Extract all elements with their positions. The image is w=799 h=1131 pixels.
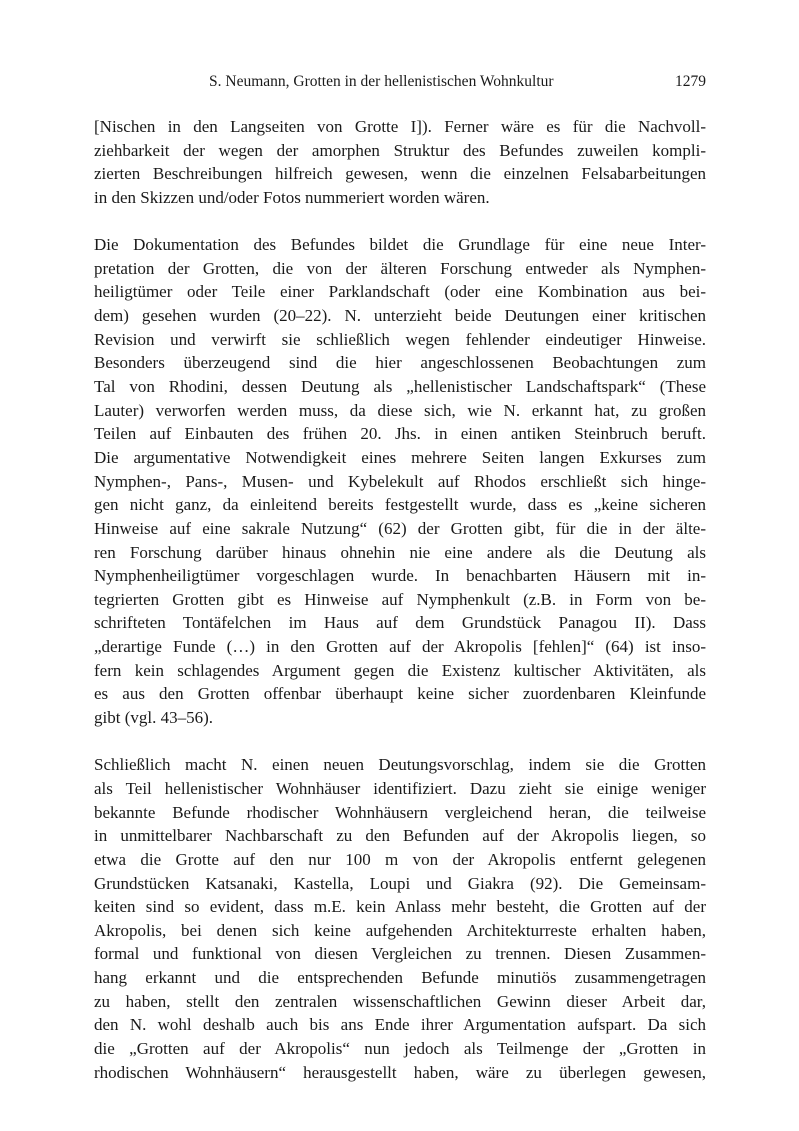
text-line: Nymphen-, Pans-, Musen- und Kybelekult auf Rhodos erschließt sich hinge- — [94, 471, 706, 491]
text-line: dem) gesehen wurden (20–22). N. unterzieht beide Deutungen einer kritischen — [94, 306, 706, 326]
paragraph-2 — [94, 233, 706, 729]
text-line: Lauter) verworfen werden muss, da diese sich, wie N. erkannt hat, zu großen — [94, 400, 706, 420]
text-line: Nymphenheiligtümer vorgeschlagen wurde. In benachbarten Häusern mit in- — [94, 566, 706, 586]
text-line: hang erkannt und die entsprechenden Befunde minutiös zusammengetragen — [94, 968, 706, 988]
text-line: die „Grotten auf der Akropolis“ nun jedoch als Teilmenge der „Grotten in — [94, 1038, 706, 1058]
text-line: Besonders überzeugend sind die hier angeschlossenen Beobachtungen zum — [94, 353, 706, 373]
text-line: Revision und verwirft sie schließlich wegen fehlender eindeutiger Hinweise. — [94, 329, 706, 349]
text-line: Tal von Rhodini, dessen Deutung als „hellenistischer Landschaftspark“ (These — [94, 377, 706, 397]
text-line: Schließlich macht N. einen neuen Deutungsvorschlag, indem sie die Grotten — [94, 755, 706, 775]
text-line: „derartige Funde (…) in den Grotten auf der Akropolis [fehlen]“ (64) ist inso- — [94, 637, 706, 657]
text-line: schrifteten Tontäfelchen im Haus auf dem Grundstück Panagou II). Dass — [94, 613, 706, 633]
text-line: Die argumentative Notwendigkeit eines mehrere Seiten langen Exkurses zum — [94, 447, 706, 467]
text-line: bekannte Befunde rhodischer Wohnhäusern vergleichend heran, die teilweise — [94, 802, 706, 822]
running-title: S. Neumann, Grotten in der hellenistischen Wohnkultur — [209, 73, 554, 90]
text-line: fern kein schlagendes Argument gegen die Existenz kultischer Aktivitäten, als — [94, 660, 706, 680]
paragraph-1 — [94, 115, 706, 210]
text-line: Hinweise auf eine sakrale Nutzung“ (62) der Grotten gibt, für die in der älte- — [94, 518, 706, 538]
paragraph-3 — [94, 753, 706, 1084]
text-line: zierten Beschreibungen hilfreich gewesen, wenn die einzelnen Felsabarbeitungen — [94, 164, 706, 184]
page-number: 1279 — [675, 73, 706, 90]
paragraph-gap — [94, 210, 706, 234]
body-text — [94, 115, 706, 1084]
text-line: tegrierten Grotten gibt es Hinweise auf Nymphenkult (z.B. in Form von be- — [94, 589, 706, 609]
text-line: ziehbarkeit der wegen der amorphen Struktur des Befundes zuweilen kompli- — [94, 140, 706, 160]
text-line: pretation der Grotten, die von der älteren Forschung entweder als Nymphen- — [94, 258, 706, 278]
text-line: [Nischen in den Langseiten von Grotte I]). Ferner wäre es für die Nachvoll- — [94, 117, 706, 136]
text-line: in unmittelbarer Nachbarschaft zu den Befunden auf der Akropolis liegen, so — [94, 826, 706, 846]
paragraph-gap — [94, 730, 706, 754]
text-line: zu haben, stellt den zentralen wissenschaftlichen Gewinn dieser Arbeit dar, — [94, 991, 706, 1011]
text-line: rhodischen Wohnhäusern“ herausgestellt haben, wäre zu überlegen gewesen, — [94, 1062, 706, 1082]
text-line: in den Skizzen und/oder Fotos nummeriert worden wären. — [94, 187, 490, 207]
text-line: Grundstücken Katsanaki, Kastella, Loupi und Giakra (92). Die Gemeinsam- — [94, 873, 706, 893]
text-line: gibt (vgl. 43–56). — [94, 708, 213, 728]
text-line: Akropolis, bei denen sich keine aufgehenden Architekturreste erhalten haben, — [94, 920, 706, 940]
text-line: formal und funktional von diesen Vergleichen zu trennen. Diesen Zusammen- — [94, 944, 706, 964]
text-line: heiligtümer oder Teile einer Parklandschaft (oder eine Kombination aus bei- — [94, 282, 706, 302]
running-head — [94, 70, 706, 94]
text-line: ren Forschung darüber hinaus ohnehin nie eine andere als die Deutung als — [94, 542, 706, 562]
text-line: den N. wohl deshalb auch bis ans Ende ihrer Argumentation aufspart. Da sich — [94, 1015, 706, 1035]
text-line: es aus den Grotten offenbar überhaupt keine sicher zuordenbaren Kleinfunde — [94, 684, 706, 704]
text-line: gen nicht ganz, da einleitend bereits festgestellt wurde, dass es „keine sicheren — [94, 495, 706, 515]
text-line: etwa die Grotte auf den nur 100 m von der Akropolis entfernt gelegenen — [94, 849, 706, 869]
text-line: Die Dokumentation des Befundes bildet die Grundlage für eine neue Inter- — [94, 235, 706, 255]
text-line: keiten sind so evident, dass m.E. kein Anlass mehr besteht, die Grotten auf der — [94, 897, 706, 917]
text-line: als Teil hellenistischer Wohnhäuser identifiziert. Dazu zieht sie einige weniger — [94, 778, 706, 798]
text-line: Teilen auf Einbauten des frühen 20. Jhs. in einen antiken Steinbruch beruft. — [94, 424, 706, 444]
